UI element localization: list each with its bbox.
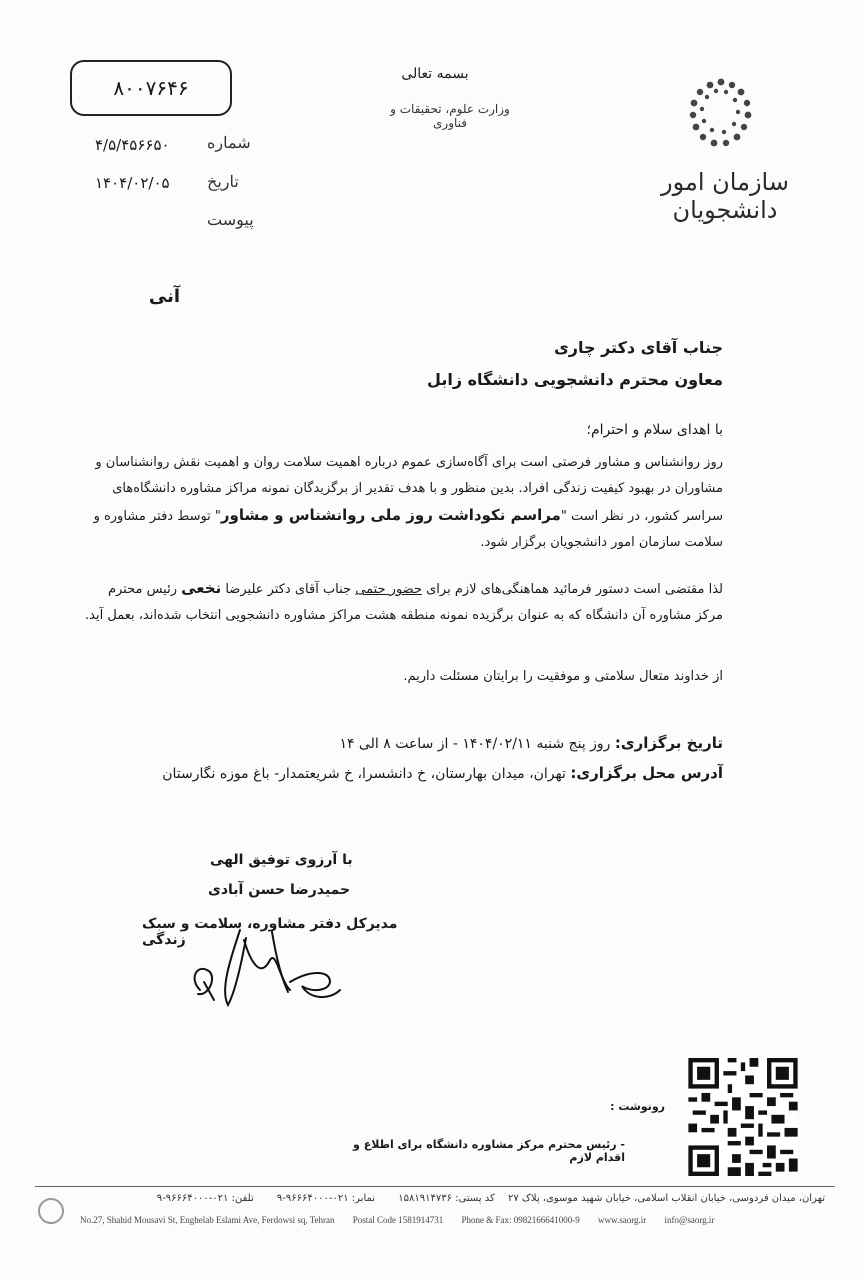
attachment-label: پیوست	[207, 210, 254, 229]
event-date-value: روز پنج شنبه ۱۴۰۴/۰۲/۱۱ - از ساعت ۸ الی ۱۴	[339, 736, 615, 752]
bismillah: بسمه تعالی	[401, 66, 469, 82]
event-place	[43, 758, 723, 789]
honoree-surname: نخعی	[181, 579, 222, 597]
event-place-value: تهران، میدان بهارستان، خ دانشسرا، خ شریعتمدار- باغ موزه نگارستان	[162, 766, 571, 782]
footer-email-link[interactable]: info@saorg.ir	[664, 1215, 715, 1225]
reference-number: ۸۰۰۷۶۴۶	[113, 76, 189, 100]
letter-date-value: ۱۴۰۴/۰۲/۰۵	[95, 174, 170, 192]
event-place-label: آدرس محل برگزاری:	[570, 764, 723, 782]
event-date	[43, 728, 723, 759]
footer-address-fa: تهران، میدان فردوسی، خیابان انقلاب اسلامی، خیابان شهید موسوی، پلاک ۲۷	[507, 1193, 825, 1204]
closing-phrase: با آرزوی توفیق الهی	[210, 852, 353, 868]
para2-text-b: جناب آقای دکتر علیرضا	[221, 582, 356, 597]
footer-phone-fa: تلفن: ۰۲۱-۹۶۶۶۴۰۰۰-۹	[156, 1193, 254, 1204]
org-logo-line1: سازمان امور	[661, 168, 789, 196]
addressee-name: جناب آقای دکتر چاری	[554, 338, 723, 357]
org-logo-icon	[682, 72, 760, 156]
urgency-label: آنی	[148, 286, 180, 307]
qr-code-icon	[688, 1058, 798, 1176]
signer-name: حمیدرضا حسن آبادی	[208, 882, 351, 898]
footer-persian	[95, 1193, 825, 1204]
footer-divider	[35, 1186, 835, 1187]
copy-recipient: - رئیس محترم مرکز مشاوره دانشگاه برای اطلاع و اقدام لازم	[353, 1138, 625, 1164]
letter-date-label: تاریخ	[207, 172, 239, 191]
signer-title: مدیرکل دفتر مشاوره، سلامت و سبک زندگی	[142, 916, 398, 948]
greeting: با اهدای سلام و احترام؛	[586, 422, 723, 438]
footer-web-link[interactable]: www.saorg.ir	[598, 1215, 647, 1225]
para2-text-c: رئیس محترم مرکز مشاوره آن دانشگاه که به عنوان برگزیده نمونه منطقه هشت مراکز مشاوره دانشجویی انتخاب شده‌اند، بعمل آید.	[85, 582, 723, 623]
org-logo-line2: دانشجویان	[672, 196, 778, 224]
ceremony-title: مراسم نکوداشت روز ملی روانشناس و مشاور	[220, 506, 561, 524]
org-logo-text	[655, 168, 795, 224]
letter-number-value: ۴/۵/۴۵۶۶۵۰	[95, 136, 170, 154]
copy-label: رونوشت :	[610, 1100, 665, 1113]
para2-text-a: لذا مقتضی است دستور فرمائید هماهنگی‌های لازم برای	[421, 582, 723, 597]
event-date-label: تاریخ برگزاری:	[614, 734, 723, 752]
footer-logo-icon	[38, 1198, 64, 1224]
addressee-title: معاون محترم دانشجویی دانشگاه زابل	[427, 370, 723, 389]
para1-text-a: روز روانشناس و مشاور فرصتی است برای آگاه‌سازی عموم درباره اهمیت سلامت روان و اهمیت نقش روانشناسان و مشاوران در بهبود کیفیت زندگی افراد. بدین منظور و با هدف تقدیر از برگزیدگان نمونه مراکز مشاوره دانشگاه‌های سراسر کشور، در نظر است "	[95, 455, 723, 524]
handwritten-signature-icon	[180, 920, 350, 1020]
footer-postal-en: Postal Code 1581914731	[352, 1215, 444, 1225]
body-paragraph-3: از خداوند متعال سلامتی و موفقیت را برایتان مسئلت داریم.	[403, 669, 723, 684]
footer-postal-fa: کد پستی: ۱۵۸۱۹۱۴۷۳۶	[398, 1193, 495, 1204]
footer-english	[80, 1215, 825, 1225]
reference-number-box	[70, 60, 232, 116]
body-paragraph-2	[83, 575, 723, 629]
body-paragraph-1	[83, 450, 723, 556]
ministry-name: وزارت علوم، تحقیقات و فناوری	[390, 102, 510, 130]
footer-phone-en: Phone & Fax: 0982166641000-9	[461, 1215, 580, 1225]
letter-number-label: شماره	[207, 133, 251, 152]
mandatory-attendance: حضور حتمی	[355, 582, 422, 597]
footer-address-en: No.27, Shahid Mousavi St, Enghelab Eslami Ave, Ferdowsi sq, Tehran	[80, 1215, 335, 1225]
para1-text-c: " توسط دفتر مشاوره و سلامت سازمان امور دانشجویان برگزار شود.	[93, 509, 723, 550]
footer-fax-fa: نمابر: ۰۲۱-۹۶۶۶۴۰۰۰-۹	[276, 1193, 376, 1204]
